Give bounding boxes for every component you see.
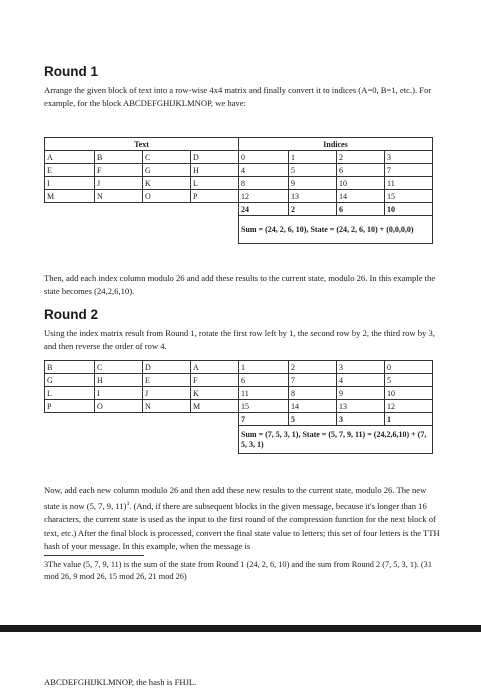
text-cell: J bbox=[143, 387, 191, 400]
sum-row bbox=[45, 203, 433, 216]
text-cell: N bbox=[143, 400, 191, 413]
round2-after-text-cont: . (And, if there are subsequent blocks in the given message, because it's longer than 16 characters, the current state is used as the input to the first round of the compression function for the next block of text, etc.) After the final block is processed, convert the final state value to letters; this set of four letters is the TTH hash of your message. In this example, when the message is bbox=[44, 500, 440, 552]
text-cell: B bbox=[95, 151, 143, 164]
index-cell: 1 bbox=[239, 361, 289, 374]
index-cell: 11 bbox=[239, 387, 289, 400]
text-cell: O bbox=[143, 190, 191, 203]
sum-note-row bbox=[45, 216, 433, 244]
text-cell: F bbox=[191, 374, 239, 387]
sum-cell: 2 bbox=[289, 203, 337, 216]
sum-cell: 10 bbox=[385, 203, 433, 216]
index-cell: 12 bbox=[385, 400, 433, 413]
text-cell: M bbox=[45, 190, 95, 203]
sum-cell: 24 bbox=[239, 203, 289, 216]
index-cell: 3 bbox=[337, 361, 385, 374]
index-cell: 5 bbox=[289, 164, 337, 177]
text-cell: N bbox=[95, 190, 143, 203]
text-cell: B bbox=[45, 361, 95, 374]
round2-intro: Using the index matrix result from Round 1, rotate the first row left by 1, the second row by 2, the third row by 3, and then reverse the order of row 4. bbox=[44, 328, 435, 351]
index-cell: 13 bbox=[337, 400, 385, 413]
text-cell: A bbox=[191, 361, 239, 374]
text-cell: I bbox=[45, 177, 95, 190]
index-cell: 5 bbox=[385, 374, 433, 387]
round1-intro: Arrange the given block of text into a row-wise 4x4 matrix and finally convert it to indices (A=0, B=1, etc.). For example, for the block ABCDEFGHIJKLMNOP, we have: bbox=[44, 85, 432, 108]
index-cell: 8 bbox=[289, 387, 337, 400]
round2-title: Round 2 bbox=[44, 307, 98, 322]
text-cell: J bbox=[95, 177, 143, 190]
text-cell: K bbox=[191, 387, 239, 400]
sum-cell: 7 bbox=[239, 413, 289, 426]
text-cell: D bbox=[191, 151, 239, 164]
next-page-text: ABCDEFGHIJKLMNOP, the hash is FHJL. bbox=[44, 677, 197, 687]
text-cell: M bbox=[191, 400, 239, 413]
page-break-bar bbox=[0, 625, 481, 632]
text-cell: G bbox=[143, 164, 191, 177]
text-cell: C bbox=[95, 361, 143, 374]
text-cell: G bbox=[45, 374, 95, 387]
index-cell: 15 bbox=[239, 400, 289, 413]
index-cell: 13 bbox=[289, 190, 337, 203]
index-cell: 3 bbox=[385, 151, 433, 164]
text-cell: L bbox=[191, 177, 239, 190]
index-cell: 6 bbox=[337, 164, 385, 177]
table-row bbox=[45, 151, 433, 164]
index-cell: 0 bbox=[385, 361, 433, 374]
text-cell: I bbox=[95, 387, 143, 400]
round1-table bbox=[44, 137, 433, 244]
index-cell: 14 bbox=[337, 190, 385, 203]
round2-after bbox=[44, 484, 444, 554]
text-cell: H bbox=[95, 374, 143, 387]
index-cell: 14 bbox=[289, 400, 337, 413]
round1-title: Round 1 bbox=[44, 64, 98, 79]
sum-cell: 1 bbox=[385, 413, 433, 426]
index-cell: 12 bbox=[239, 190, 289, 203]
text-cell: L bbox=[45, 387, 95, 400]
text-cell: K bbox=[143, 177, 191, 190]
index-cell: 4 bbox=[337, 374, 385, 387]
text-cell: A bbox=[45, 151, 95, 164]
index-cell: 10 bbox=[385, 387, 433, 400]
table-row bbox=[45, 387, 433, 400]
text-header: Text bbox=[45, 138, 239, 151]
sum-cell: 6 bbox=[337, 203, 385, 216]
text-cell: P bbox=[191, 190, 239, 203]
text-cell: C bbox=[143, 151, 191, 164]
index-cell: 10 bbox=[337, 177, 385, 190]
text-cell: H bbox=[191, 164, 239, 177]
table-row bbox=[45, 190, 433, 203]
index-cell: 9 bbox=[289, 177, 337, 190]
text-cell: D bbox=[143, 361, 191, 374]
index-cell: 0 bbox=[239, 151, 289, 164]
index-cell: 7 bbox=[289, 374, 337, 387]
index-cell: 2 bbox=[337, 151, 385, 164]
sum-cell: 5 bbox=[289, 413, 337, 426]
text-cell: O bbox=[95, 400, 143, 413]
text-cell: E bbox=[45, 164, 95, 177]
index-cell: 7 bbox=[385, 164, 433, 177]
round1-after: Then, add each index column modulo 26 and add these results to the current state, modulo 26. In this example the state becomes (24,2,6,10). bbox=[44, 273, 436, 296]
index-cell: 11 bbox=[385, 177, 433, 190]
table-row bbox=[45, 177, 433, 190]
index-cell: 15 bbox=[385, 190, 433, 203]
round2-table bbox=[44, 360, 433, 454]
table-row bbox=[45, 374, 433, 387]
index-cell: 9 bbox=[337, 387, 385, 400]
sum-note: Sum = (24, 2, 6, 10), State = (24, 2, 6, 10) + (0,0,0,0) bbox=[239, 216, 433, 244]
text-cell: E bbox=[143, 374, 191, 387]
round2-after-text: Now, add each new column modulo 26 and then add these new results to the current state, modulo 26. The new state is now (5, 7, 9, 11) bbox=[44, 485, 427, 511]
table-row bbox=[45, 164, 433, 177]
index-cell: 8 bbox=[239, 177, 289, 190]
indices-header: Indices bbox=[239, 138, 433, 151]
footnote: 3The value (5, 7, 9, 11) is the sum of the state from Round 1 (24, 2, 6, 10) and the sum from Round 2 (7, 5, 3, 1). (31 mod 26, 9 mod 26, 15 mod 26, 21 mod 26) bbox=[44, 560, 432, 581]
sum-note-row bbox=[45, 426, 433, 454]
table-row bbox=[45, 400, 433, 413]
footnote-divider bbox=[44, 555, 144, 556]
table-row bbox=[45, 361, 433, 374]
index-cell: 4 bbox=[239, 164, 289, 177]
footnote-marker: 3 bbox=[126, 500, 130, 507]
index-cell: 6 bbox=[239, 374, 289, 387]
index-cell: 1 bbox=[289, 151, 337, 164]
text-cell: P bbox=[45, 400, 95, 413]
sum-cell: 3 bbox=[337, 413, 385, 426]
sum-row bbox=[45, 413, 433, 426]
sum-note: Sum = (7, 5, 3, 1), State = (5, 7, 9, 11) = (24,2,6,10) + (7, 5, 3, 1) bbox=[239, 426, 433, 454]
text-cell: F bbox=[95, 164, 143, 177]
index-cell: 2 bbox=[289, 361, 337, 374]
